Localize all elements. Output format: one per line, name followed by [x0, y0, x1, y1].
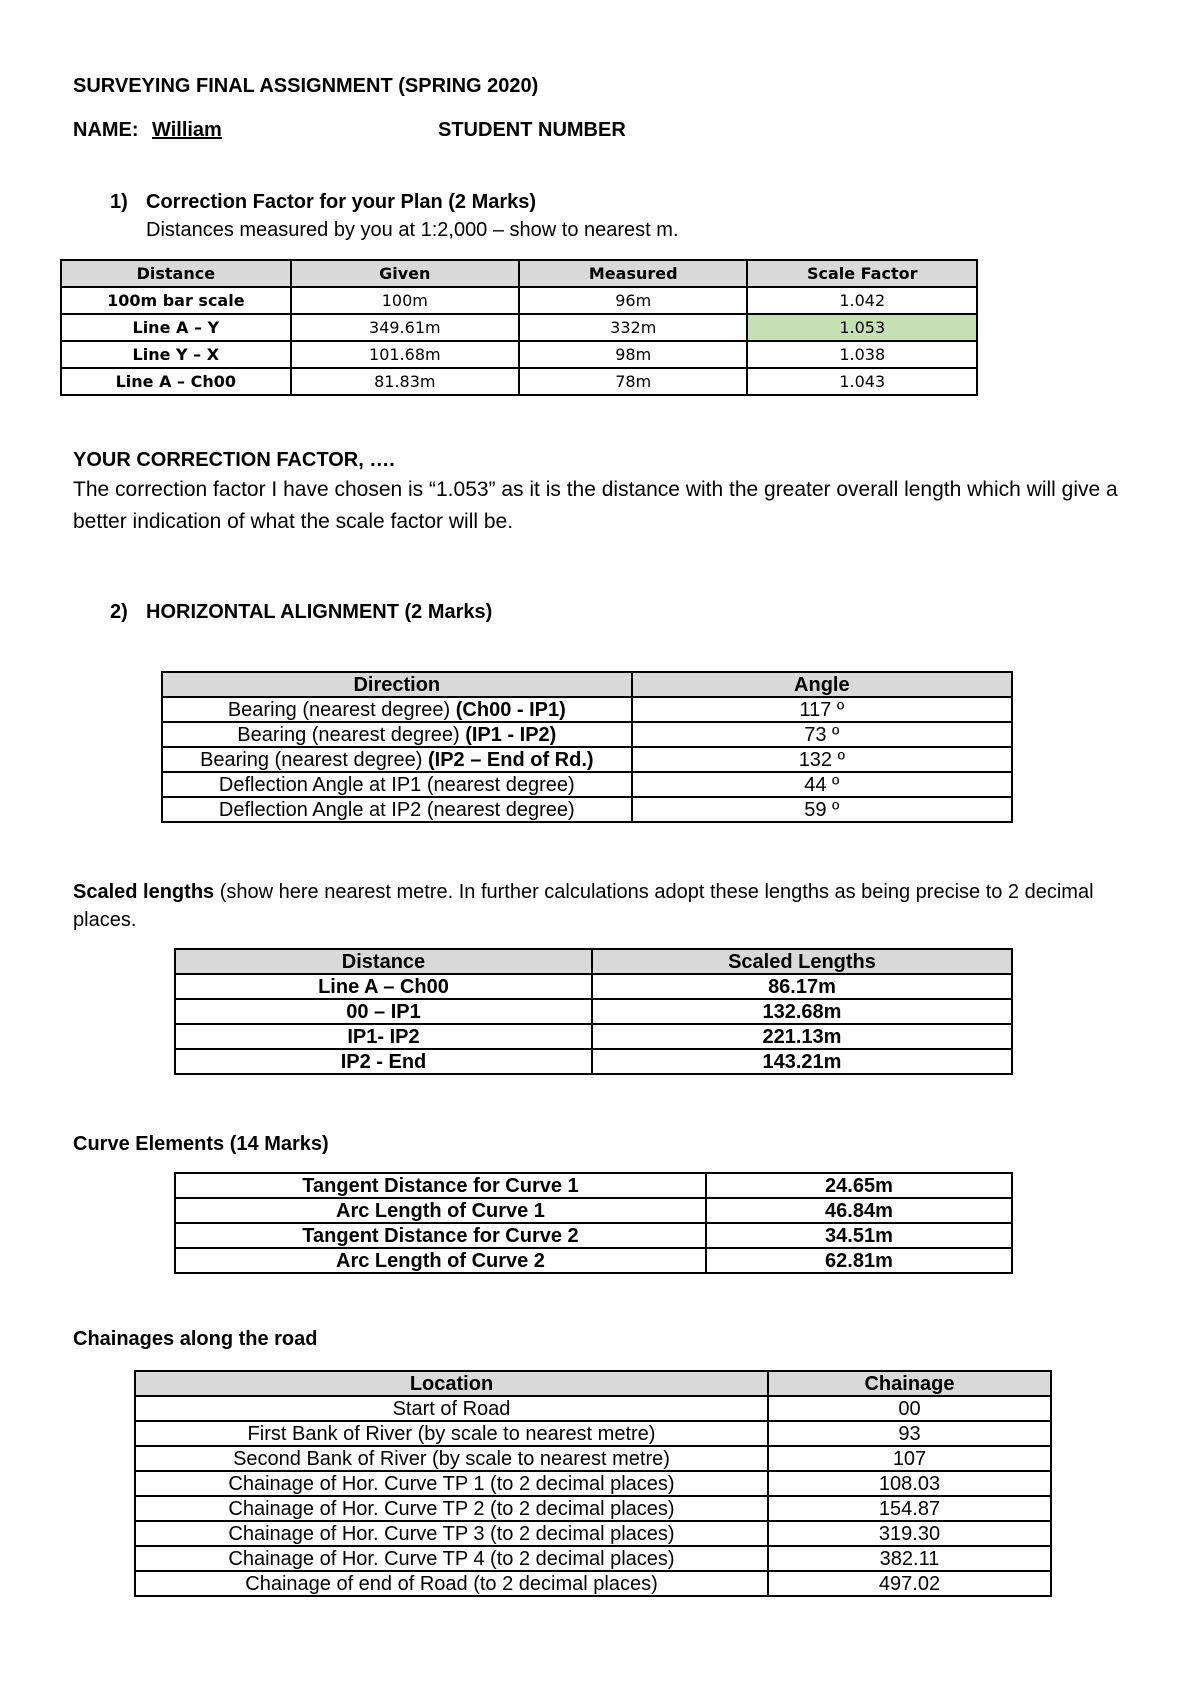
table-row	[135, 1421, 1051, 1446]
correction-factor-text: The correction factor I have chosen is “1.053” as it is the distance with the greater overall length which will give a better indication of what the scale factor will be.	[73, 478, 1118, 533]
table-row	[135, 1546, 1051, 1571]
table-row	[61, 287, 977, 314]
direction-prefix: Bearing (nearest degree)	[227, 698, 456, 721]
direction-prefix: Bearing (nearest degree)	[200, 748, 428, 771]
table-row	[61, 341, 977, 368]
table-row	[135, 1396, 1051, 1421]
cell: 46.84m	[706, 1198, 1012, 1223]
direction-cell	[162, 722, 632, 747]
name-label: NAME:	[73, 119, 139, 141]
cell: Chainage of Hor. Curve TP 1 (to 2 decimal places)	[135, 1471, 768, 1496]
cell: 78m	[519, 368, 747, 395]
direction-bold: (IP2 – End of Rd.)	[427, 748, 594, 771]
table-row	[175, 1198, 1012, 1223]
curve-elements-table	[174, 1172, 1013, 1274]
cell: 1.042	[747, 287, 977, 314]
scale-factor-table	[60, 259, 978, 396]
cell: Chainage of Hor. Curve TP 2 (to 2 decimal places)	[135, 1496, 768, 1521]
direction-prefix: Deflection Angle at IP2 (nearest degree)	[218, 798, 575, 821]
direction-cell	[162, 697, 632, 722]
highlighted-scale-factor-cell: 1.053	[747, 314, 977, 341]
table-header-row	[135, 1371, 1051, 1396]
header-location: Location	[135, 1371, 768, 1396]
cell: Tangent Distance for Curve 2	[175, 1223, 706, 1248]
cell: Arc Length of Curve 1	[175, 1198, 706, 1223]
direction-prefix: Bearing (nearest degree)	[237, 723, 466, 746]
angle-cell: 59 º	[632, 797, 1012, 822]
section2-heading: HORIZONTAL ALIGNMENT (2 Marks)	[146, 601, 493, 623]
cell: 132.68m	[592, 999, 1012, 1024]
header-given: Given	[291, 260, 519, 287]
table-row	[61, 314, 977, 341]
direction-bold: (IP1 - IP2)	[465, 723, 557, 746]
cell: First Bank of River (by scale to nearest metre)	[135, 1421, 768, 1446]
table-row	[162, 722, 1012, 747]
cell: 62.81m	[706, 1248, 1012, 1273]
cell: 24.65m	[706, 1173, 1012, 1198]
table-row	[175, 1049, 1012, 1074]
cell: Line A – Y	[61, 314, 291, 341]
cell: 221.13m	[592, 1024, 1012, 1049]
direction-prefix: Deflection Angle at IP1 (nearest degree)	[218, 773, 575, 796]
cell: 101.68m	[291, 341, 519, 368]
cell: 98m	[519, 341, 747, 368]
cell: 1.038	[747, 341, 977, 368]
cell: 100m bar scale	[61, 287, 291, 314]
cell: Start of Road	[135, 1396, 768, 1421]
angle-cell: 44 º	[632, 772, 1012, 797]
header-scaled-lengths: Scaled Lengths	[592, 949, 1012, 974]
cell: Chainage of Hor. Curve TP 3 (to 2 decimal places)	[135, 1521, 768, 1546]
cell: 86.17m	[592, 974, 1012, 999]
section2-number: 2)	[110, 601, 128, 623]
table-header-row	[61, 260, 977, 287]
direction-table	[161, 671, 1013, 823]
cell: 81.83m	[291, 368, 519, 395]
table-row	[135, 1471, 1051, 1496]
header-measured: Measured	[519, 260, 747, 287]
table-row	[175, 999, 1012, 1024]
table-row	[175, 1173, 1012, 1198]
table-row	[61, 368, 977, 395]
table-row	[135, 1571, 1051, 1596]
cell: 349.61m	[291, 314, 519, 341]
header-scale-factor: Scale Factor	[747, 260, 977, 287]
curve-elements-heading: Curve Elements (14 Marks)	[73, 1133, 329, 1155]
cell: IP2 - End	[175, 1049, 592, 1074]
header-distance: Distance	[175, 949, 592, 974]
cell: 93	[768, 1421, 1051, 1446]
scaled-lengths-heading: Scaled lengths	[73, 881, 215, 903]
header-direction: Direction	[162, 672, 632, 697]
chainages-heading: Chainages along the road	[73, 1328, 318, 1350]
table-header-row	[175, 949, 1012, 974]
correction-factor-heading: YOUR CORRECTION FACTOR, ….	[73, 449, 395, 471]
table-row	[175, 1024, 1012, 1049]
cell: 143.21m	[592, 1049, 1012, 1074]
header-angle: Angle	[632, 672, 1012, 697]
cell: Line A – Ch00	[175, 974, 592, 999]
cell: Arc Length of Curve 2	[175, 1248, 706, 1273]
scaled-lengths-table	[174, 948, 1013, 1075]
cell: Second Bank of River (by scale to nearest metre)	[135, 1446, 768, 1471]
table-row	[175, 1248, 1012, 1273]
cell: Chainage of Hor. Curve TP 4 (to 2 decimal places)	[135, 1546, 768, 1571]
cell: 1.043	[747, 368, 977, 395]
angle-cell: 73 º	[632, 722, 1012, 747]
angle-cell: 132 º	[632, 747, 1012, 772]
table-row	[162, 772, 1012, 797]
table-row	[162, 747, 1012, 772]
cell: 319.30	[768, 1521, 1051, 1546]
cell: 108.03	[768, 1471, 1051, 1496]
scaled-lengths-text: (show here nearest metre. In further calculations adopt these lengths as being precise to 2 decimal places.	[73, 881, 1094, 931]
cell: 497.02	[768, 1571, 1051, 1596]
cell: IP1- IP2	[175, 1024, 592, 1049]
chainage-table	[134, 1370, 1052, 1597]
cell: 34.51m	[706, 1223, 1012, 1248]
direction-cell	[162, 772, 632, 797]
cell: 382.11	[768, 1546, 1051, 1571]
table-header-row	[162, 672, 1012, 697]
cell: 96m	[519, 287, 747, 314]
cell: 332m	[519, 314, 747, 341]
cell: 00 – IP1	[175, 999, 592, 1024]
section1-number: 1)	[110, 191, 128, 213]
table-row	[162, 797, 1012, 822]
cell: Tangent Distance for Curve 1	[175, 1173, 706, 1198]
section1-subtext: Distances measured by you at 1:2,000 – show to nearest m.	[146, 219, 679, 241]
name-value: William	[152, 119, 222, 141]
cell: Chainage of end of Road (to 2 decimal places)	[135, 1571, 768, 1596]
direction-bold: (Ch00 - IP1)	[455, 698, 566, 721]
table-row	[175, 1223, 1012, 1248]
scaled-lengths-intro	[73, 878, 1153, 934]
header-distance: Distance	[61, 260, 291, 287]
document-title: SURVEYING FINAL ASSIGNMENT (SPRING 2020)	[73, 75, 539, 97]
table-row	[175, 974, 1012, 999]
cell: 00	[768, 1396, 1051, 1421]
cell: Line A – Ch00	[61, 368, 291, 395]
table-row	[135, 1521, 1051, 1546]
cell: 100m	[291, 287, 519, 314]
table-row	[162, 697, 1012, 722]
table-row	[135, 1446, 1051, 1471]
direction-cell	[162, 797, 632, 822]
header-chainage: Chainage	[768, 1371, 1051, 1396]
angle-cell: 117 º	[632, 697, 1012, 722]
direction-cell	[162, 747, 632, 772]
section1-heading: Correction Factor for your Plan (2 Marks)	[146, 191, 537, 213]
cell: Line Y – X	[61, 341, 291, 368]
cell: 154.87	[768, 1496, 1051, 1521]
table-row	[135, 1496, 1051, 1521]
student-number-label: STUDENT NUMBER	[438, 119, 626, 141]
cell: 107	[768, 1446, 1051, 1471]
